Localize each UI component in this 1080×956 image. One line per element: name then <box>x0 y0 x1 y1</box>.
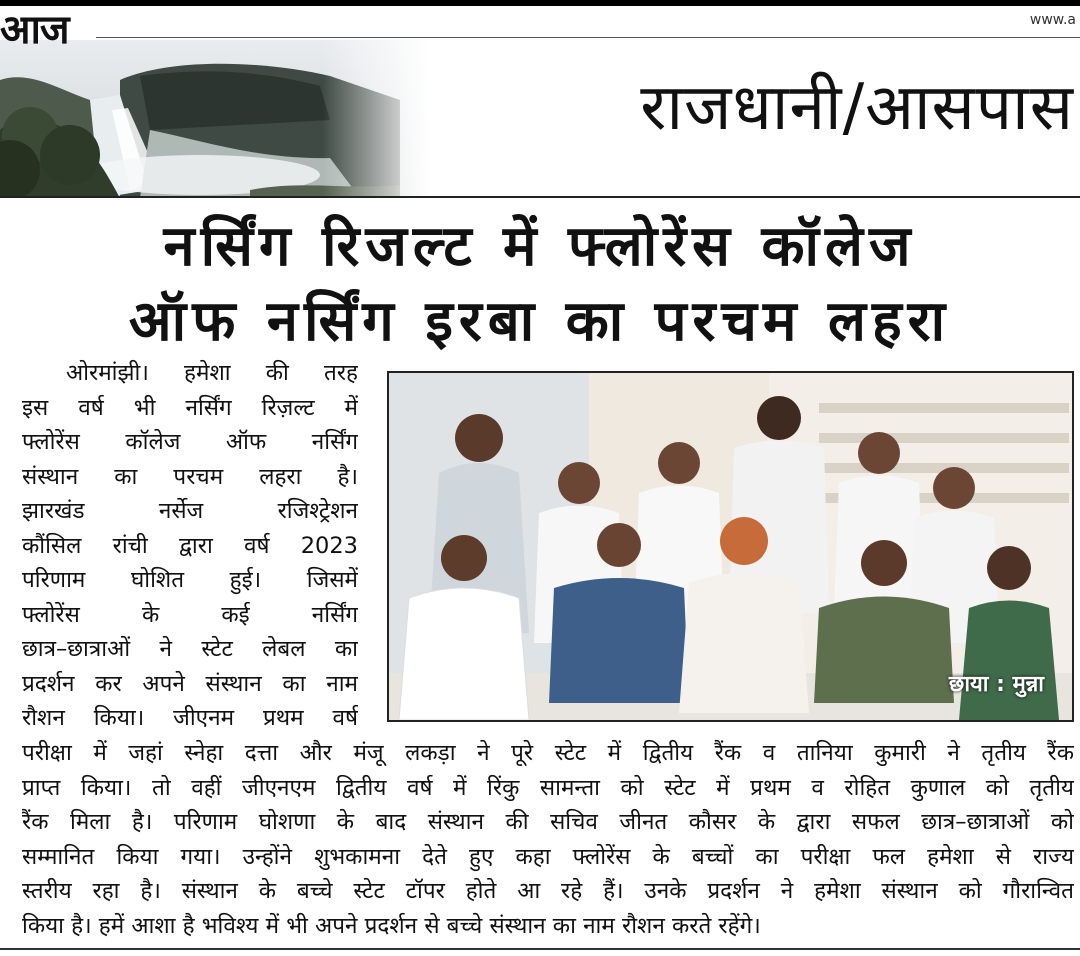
column-line: रौशन किया। जीएनम प्रथम वर्ष <box>22 705 358 731</box>
column-line: संस्थान का परचम लहरा है। <box>22 463 358 490</box>
column-line: झारखंड नर्सेज रजिश्ट्रेशन <box>22 498 358 524</box>
masthead <box>0 6 1080 196</box>
body-line: रैंक मिला है। परिणाम घोशणा के बाद संस्थान की सचिव जीनत कौसर के द्वारा सफल छात्र–छात्राओं को <box>22 809 1074 835</box>
column-line: प्रदर्शन कर अपने संस्थान का नाम <box>22 670 358 697</box>
body-line: प्राप्त किया। तो वहीं जीएनएम द्वितीय वर्ष में रिंकु सामन्ता को स्टेट में प्रथम व रोहित कुणाल को तृतीय <box>22 774 1074 801</box>
waterfall-landscape-illustration <box>0 40 430 198</box>
column-line: कौंसिल रांची द्वारा वर्ष 2023 <box>22 532 358 559</box>
article-column-text <box>22 356 358 736</box>
masthead-bottom-rule <box>0 196 1080 198</box>
photo-credit: छाया : मुन्ना <box>948 672 1044 697</box>
newspaper-logo: आज <box>0 7 69 53</box>
website-url: www.a <box>1029 12 1076 28</box>
headline-line-1: नर्सिंग रिजल्ट में फ्लोरेंस कॉलेज <box>163 214 917 279</box>
waterfall-banner-image <box>0 40 430 198</box>
body-line: परीक्षा में जहां स्नेहा दत्ता और मंजू लकड़ा ने पूरे स्टेट में द्वितीय रैंक व तानिया कुमारी ने तृतीय रैंक <box>22 740 1074 766</box>
article-body-text <box>22 736 1074 943</box>
body-line: सम्मानित किया गया। उन्होंने शुभकामना देते हुए कहा फ्लोरेंस के बच्चों का परीक्षा फल हमेशा से राज्य <box>22 843 1074 870</box>
section-title: राजधानी/आसपास <box>640 71 1074 145</box>
masthead-line <box>96 37 1080 38</box>
column-line: इस वर्ष भी नर्सिंग रिज़ल्ट में <box>22 394 358 421</box>
column-line: परिणाम घोशित हुई। जिसमें <box>22 567 358 593</box>
column-line: छात्र–छात्राओं ने स्टेट लेबल का <box>22 636 358 662</box>
body-line: किया है। हमें आशा है भविश्य में भी अपने प्रदर्शन से बच्चे संस्थान का नाम रौशन करते रहेंगे। <box>22 912 761 939</box>
body-line: स्तरीय रहा है। संस्थान के बच्चे स्टेट टॉपर होते आ रहे हैं। उनके प्रदर्शन ने हमेशा संस्थान को गौरान्वित <box>22 878 1074 904</box>
bottom-rule <box>0 948 1080 950</box>
group-photo <box>387 371 1074 722</box>
column-line: फ्लोरेंस कॉलेज ऑफ नर्सिंग <box>22 429 358 455</box>
column-line: फ्लोरेंस के कई नर्सिंग <box>22 601 358 628</box>
column-line: ओरमांझी। हमेशा की तरह <box>66 360 358 386</box>
headline-line-2: ऑफ नर्सिंग इरबा का परचम लहरा <box>128 289 952 354</box>
